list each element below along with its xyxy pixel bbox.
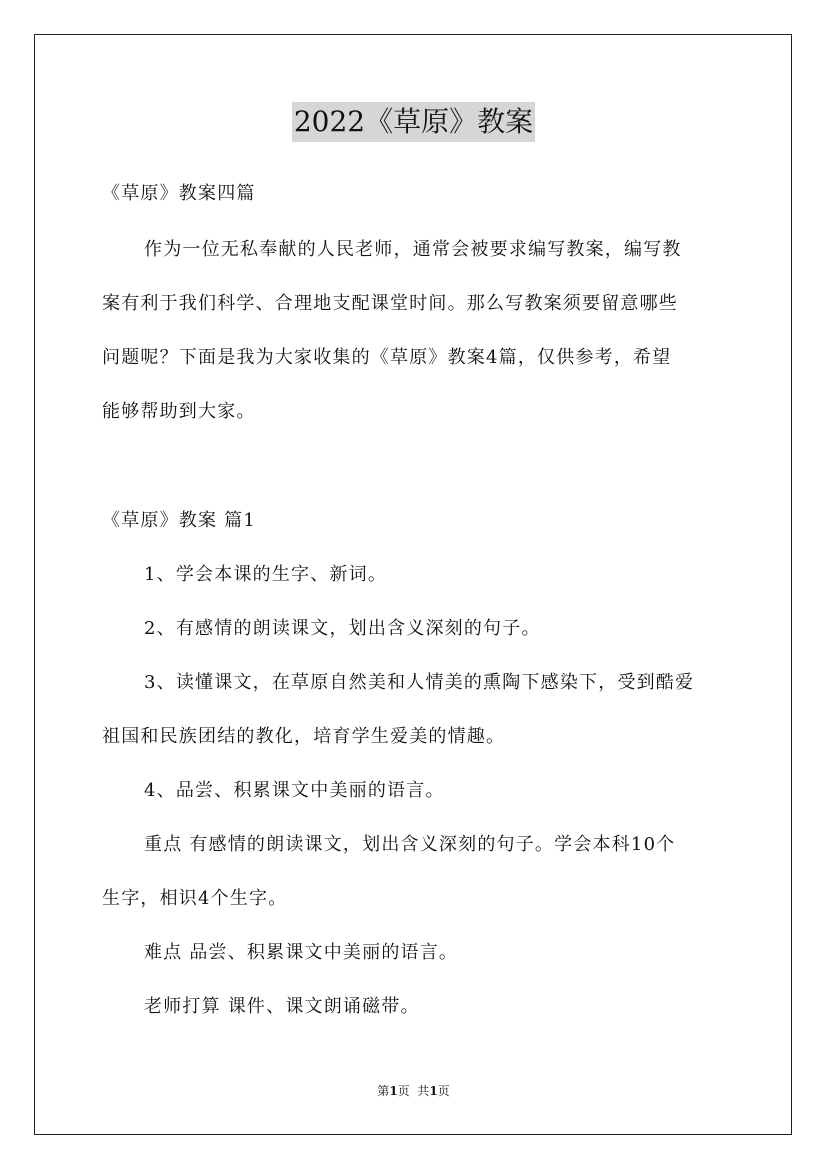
document-subtitle: 《草原》教案四篇 xyxy=(102,183,256,204)
teacher-prep-line: 老师打算 课件、课文朗诵磁带。 xyxy=(144,996,420,1017)
list-item-continuation: 祖国和民族团结的教化，培育学生爱美的情趣。 xyxy=(102,726,506,747)
list-item: 3、读懂课文，在草原自然美和人情美的熏陶下感染下，受到酷爱 xyxy=(144,672,695,693)
key-point-line: 重点 有感情的朗读课文，划出含义深刻的句子。学会本科10个 xyxy=(144,834,676,855)
footer-suffix: 页 xyxy=(437,1084,450,1098)
footer-prefix: 第 xyxy=(377,1084,390,1098)
footer-mid: 页 共 xyxy=(397,1084,430,1098)
intro-line-4: 能够帮助到大家。 xyxy=(102,401,256,422)
section-heading: 《草原》教案 篇1 xyxy=(102,510,256,531)
intro-line-1: 作为一位无私奉献的人民老师，通常会被要求编写教案，编写教 xyxy=(144,239,682,260)
footer-page-number: 1 xyxy=(389,1084,398,1098)
list-item: 4、品尝、积累课文中美丽的语言。 xyxy=(144,780,445,801)
list-item: 2、有感情的朗读课文，划出含义深刻的句子。 xyxy=(144,618,541,639)
footer-page-total: 1 xyxy=(429,1084,438,1098)
list-item: 1、学会本课的生字、新词。 xyxy=(144,564,388,585)
title-wrap xyxy=(0,102,827,142)
difficulty-line: 难点 品尝、积累课文中美丽的语言。 xyxy=(144,942,459,963)
page-footer xyxy=(0,1083,827,1099)
key-point-continuation: 生字，相识4个生字。 xyxy=(102,888,288,909)
intro-line-2: 案有利于我们科学、合理地支配课堂时间。那么写教案须要留意哪些 xyxy=(102,293,678,314)
intro-line-3: 问题呢？下面是我为大家收集的《草原》教案4篇，仅供参考，希望 xyxy=(102,347,672,368)
document-title: 2022《草原》教案 xyxy=(292,102,535,142)
